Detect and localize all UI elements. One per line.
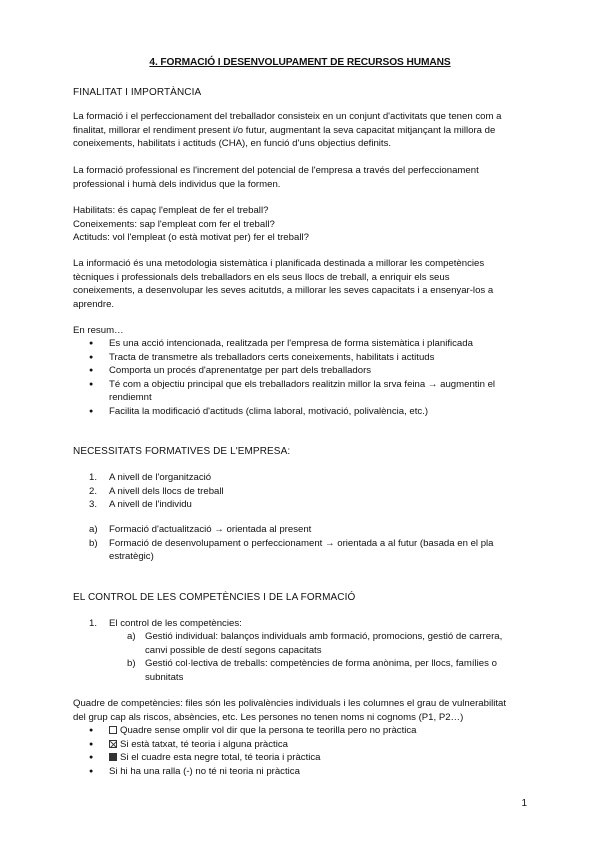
list-item-text: A nivell de l'organització: [109, 472, 212, 483]
list-item-text: A nivell de l'individu: [109, 499, 192, 511]
list-item-text: Si està tatxat, té teoria i alguna pràctica: [120, 738, 288, 750]
list-item-text-continued: canvi possible de destí segons capacitats: [145, 644, 322, 656]
text-line: coneixements, a desenvolupar les seves acitutds, a millorar les seves capacitats i a ensenyar-los a: [73, 285, 494, 297]
list-item: [109, 630, 529, 657]
control-list: [73, 617, 528, 631]
cha-coneixements: Coneixements: sap l'empleat com fer el treball?: [73, 218, 275, 230]
text-line: La formació professional es l'increment del potencial de l'empresa a través del perfeccionament: [73, 165, 479, 176]
list-item: [109, 657, 529, 684]
quadre-legend-list: [73, 724, 528, 778]
list-number: 2.: [89, 485, 98, 497]
section-heading-necessitats: NECESSITATS FORMATIVES DE L'EMPRESA:: [73, 446, 291, 457]
list-item-text: Gestió individual: balanços individuals amb formació, promocions, gestió de carrera,: [145, 631, 503, 642]
paragraph-definition: [73, 110, 528, 151]
list-letter: b): [89, 537, 98, 549]
training-types-list: [73, 523, 528, 564]
cha-habilitats: Habilitats: és capaç l'empleat de fer el treball?: [73, 205, 269, 216]
filled-square-icon: [109, 753, 117, 761]
list-item-text: Es una acció intencionada, realitzada per l'empresa de forma sistemàtica i planificada: [109, 338, 473, 349]
list-item-text: El control de les competències:: [109, 618, 242, 629]
text-line: tècniques i professionals dels treballadors en els seus llocs de treball, a enriquir els seus: [73, 271, 450, 283]
text-line: coneixements, habilitats i actituds (CHA), en funció d'uns objectius definits.: [73, 138, 392, 150]
text-line: Quadre de competències: files són les polivalències individuals i les columnes el grau de vulnerabilitat: [73, 698, 507, 709]
list-item: [73, 738, 528, 752]
list-item-text-continued: rendiemnt: [109, 392, 152, 404]
summary-list: [73, 337, 528, 419]
list-item: [73, 471, 528, 485]
cha-definitions: [73, 204, 528, 245]
list-item-text: Tracta de transmetre als treballadors certs coneixements, habilitats i actituds: [109, 351, 435, 363]
summary-label: En resum…: [73, 325, 124, 336]
text-line: finalitat, millorar el rendiment present i/o futur, augmentant la seva capacitat mitjançant la millora de: [73, 124, 496, 136]
list-letter: a): [127, 631, 136, 642]
list-item-text: Si el cuadre esta negre total, té teoria i pràctica: [120, 752, 321, 764]
list-item: [73, 485, 528, 499]
list-item: [73, 405, 528, 419]
text-line: aprendre.: [73, 298, 115, 310]
list-item: [73, 724, 528, 738]
list-item-text: Gestió col·lectiva de treballs: competències de forma anònima, per llocs, famílies o: [145, 658, 497, 670]
paragraph-methodology: [73, 257, 528, 311]
text-line: professional i humà dels individus que la formen.: [73, 178, 281, 190]
list-item-text-continued: subnitats: [145, 671, 184, 683]
text-line: del grup cap als riscos, absències, etc. Les persones no tenen noms ni cognoms (P1, P2…): [73, 711, 464, 723]
list-item: [73, 765, 528, 779]
list-number: 1.: [89, 618, 98, 629]
paragraph-quadre: [73, 697, 528, 724]
list-item: [73, 523, 528, 537]
list-item: [73, 498, 528, 512]
list-item-text: Formació de desenvolupament o perfeccionament → orientada a al futur (basada en el pla: [109, 537, 494, 549]
list-item: [73, 378, 528, 405]
page-number: 1: [521, 798, 527, 809]
list-item: [73, 537, 528, 564]
paragraph-professional-training: [73, 164, 528, 191]
list-letter: b): [127, 658, 136, 670]
list-item-text: Comporta un procés d'aprenentatge per part dels treballadors: [109, 365, 372, 377]
cha-actituds: Actituds: vol l'empleat (o està motivat per) fer el treball?: [73, 232, 309, 244]
list-item-text-continued: estratègic): [109, 551, 154, 563]
page-title: 4. FORMACIÓ I DESENVOLUPAMENT DE RECURSOS HUMANS: [149, 57, 451, 68]
list-item-text: Si hi ha una ralla (-) no té ni teoria ni pràctica: [109, 765, 300, 777]
list-item-text: Formació d'actualització → orientada al present: [109, 524, 312, 535]
list-item-text: Quadre sense omplir vol dir que la persona te teorilla pero no pràctica: [120, 725, 417, 736]
list-item: [73, 351, 528, 365]
empty-square-icon: [109, 726, 117, 734]
control-sublist: [109, 630, 529, 684]
list-item: [73, 337, 528, 351]
list-item-text: Facilita la modificació d'actituds (clima laboral, motivació, polivalència, etc.): [109, 405, 429, 417]
section-heading-control: EL CONTROL DE LES COMPETÈNCIES I DE LA FORMACIÓ: [73, 592, 356, 603]
list-number: 3.: [89, 499, 98, 511]
list-item: [73, 364, 528, 378]
text-line: La informació és una metodologia sistemàtica i planificada destinada a millorar les competències: [73, 258, 485, 269]
section-heading-finalitat: FINALITAT I IMPORTÀNCIA: [73, 87, 202, 98]
text-line: La formació i el perfeccionament del treballador consisteix en un conjunt d'activitats que tenen com a: [73, 111, 502, 122]
list-item-text: ● Té com a objectiu principal que els treballadors realitzin millor la srva feina → augmentin el: [109, 378, 496, 390]
list-item: [73, 617, 528, 631]
levels-list: [73, 471, 528, 512]
list-item-text: A nivell dels llocs de treball: [109, 485, 224, 497]
list-letter: a): [89, 524, 98, 535]
list-item: [73, 751, 528, 765]
list-number: 1.: [89, 472, 98, 483]
crossed-square-icon: [109, 740, 117, 748]
